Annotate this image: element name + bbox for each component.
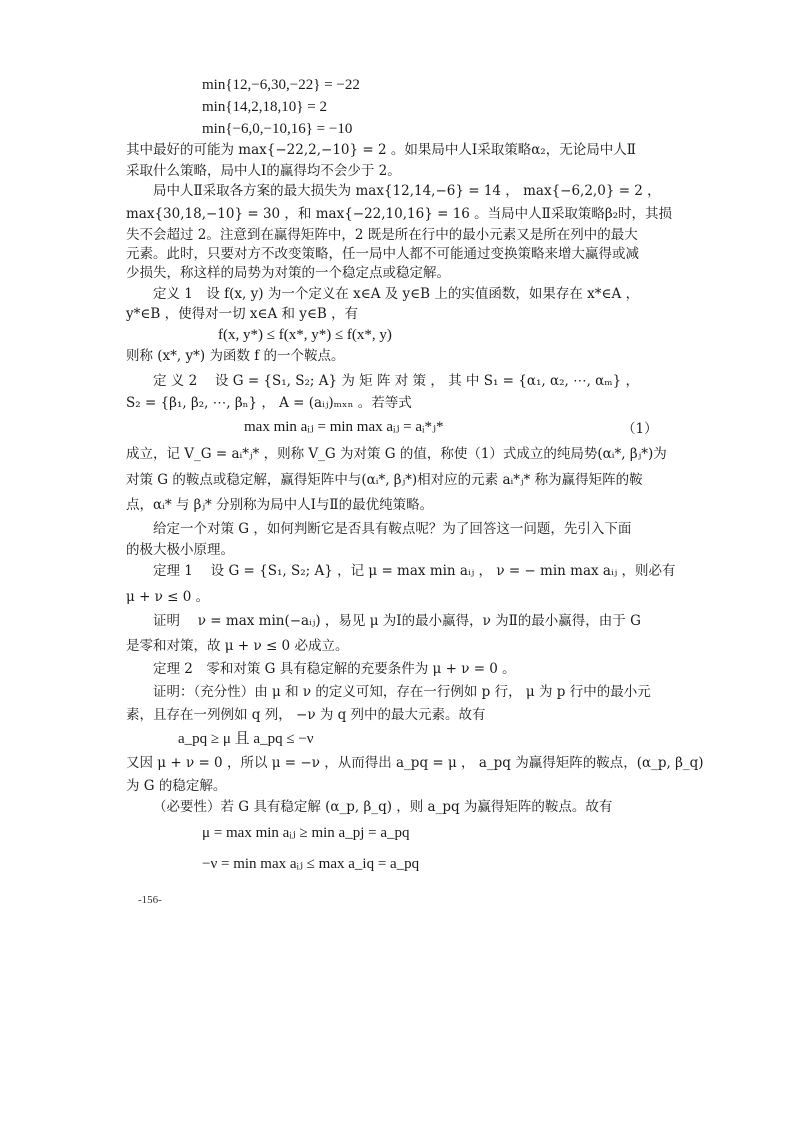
text-line: 元素。此时，只要对方不改变策略，任一局中人都不可能通过变换策略来增大赢得或减 [126,246,639,262]
text-line: 为 G 的稳定解。 [126,778,227,794]
text-line: 又因 μ + ν = 0 ，所以 μ = −ν ，从而得出 a_pq = μ ， a_pq 为赢得矩阵的鞍点，(α_p, β_q) [126,755,704,771]
formula: max min aᵢⱼ = min max aᵢⱼ = aᵢ*ⱼ* [244,419,444,435]
text-line: 定理 1 设 G = {S₁, S₂; A} ，记 μ = max min aᵢⱼ ， ν = − min max aᵢⱼ ，则必有 [153,563,676,579]
text-line: y*∈B ，使得对一切 x∈A 和 y∈B ，有 [126,306,359,322]
formula: a_pq ≥ μ 且 a_pq ≤ −ν [178,731,314,747]
text-line: S₂ = {β₁, β₂, ⋯, βₙ} ， A = (aᵢⱼ)ₘₓₙ 。若等式 [126,395,412,411]
text-line: μ + ν ≤ 0 。 [126,589,210,605]
text-line: 给定一个对策 G ，如何判断它是否具有鞍点呢？为了回答这一问题，先引入下面 [153,521,632,537]
text-line: 的极大极小原理。 [126,542,234,558]
text-line: 少损失，称这样的局势为对策的一个稳定点或稳定解。 [126,265,450,281]
text-line: 其中最好的可能为 max{−22,2,−10} = 2 。如果局中人Ⅰ采取策略α₂，无论局中人Ⅱ [126,142,636,158]
formula: f(x, y*) ≤ f(x*, y*) ≤ f(x*, y) [218,327,392,343]
text-line: 定理 2 零和对策 G 具有稳定解的充要条件为 μ + ν = 0 。 [153,661,516,677]
page-number: -156- [138,894,162,906]
text-line: 失不会超过 2。注意到在赢得矩阵中，2 既是所在行中的最小元素又是所在列中的最大 [126,227,638,243]
text-line: （必要性）若 G 具有稳定解 (α_p, β_q) ，则 a_pq 为赢得矩阵的鞍点。故有 [153,799,613,815]
text-line: 成立，记 V_G = aᵢ*ⱼ* ，则称 V_G 为对策 G 的值，称使（1）式成立的纯局势(αᵢ*, βⱼ*)为 [126,446,667,462]
text-line: max{30,18,−10} = 30 ，和 max{−22,10,16} = 16 。当局中人Ⅱ采取策略β₂时，其损 [126,206,673,222]
equation-number: （1） [622,421,658,437]
text-line: min{14,2,18,10} = 2 [202,99,327,115]
text-line: 证明 ν = max min(−aᵢⱼ) ，易见 μ 为Ⅰ的最小赢得，ν 为Ⅱ的最小赢得，由于 G [153,613,641,629]
text-line: 则称 (x*, y*) 为函数 f 的一个鞍点。 [126,348,345,364]
text-line: 证明：（充分性）由 μ 和 ν 的定义可知，存在一行例如 p 行， μ 为 p 行中的最小元 [153,684,651,700]
text-line: 点，αᵢ* 与 βⱼ* 分别称为局中人Ⅰ与Ⅱ的最优纯策略。 [126,497,434,513]
text-line: 定义 1 设 f(x, y) 为一个定义在 x∈A 及 y∈B 上的实值函数，如果存在 x*∈A ， [153,286,640,302]
text-line: min{−6,0,−10,16} = −10 [202,121,353,137]
text-line: 是零和对策，故 μ + ν ≤ 0 必成立。 [126,638,349,654]
text-line: 对策 G 的鞍点或稳定解，赢得矩阵中与(αᵢ*, βⱼ*)相对应的元素 aᵢ*ⱼ* 称为赢得矩阵的鞍 [126,472,643,488]
text-line: 素，且存在一列例如 q 列， −ν 为 q 列中的最大元素。故有 [126,707,486,723]
formula: μ = max min aᵢⱼ ≥ min a_pj = a_pq [202,825,410,841]
text-line: min{12,−6,30,−22} = −22 [202,77,360,93]
text-line: 定 义 2 设 G = {S₁, S₂; A} 为 矩 阵 对 策 ， 其 中 S₁ = {α₁, α₂, ⋯, αₘ} ， [153,373,639,389]
formula: −ν = min max aᵢⱼ ≤ max a_iq = a_pq [202,856,420,872]
text-line: 局中人Ⅱ采取各方案的最大损失为 max{12,14,−6} = 14 ， max{−6,2,0} = 2 ， [153,183,661,199]
text-line: 采取什么策略，局中人Ⅰ的赢得均不会少于 2。 [126,163,401,179]
